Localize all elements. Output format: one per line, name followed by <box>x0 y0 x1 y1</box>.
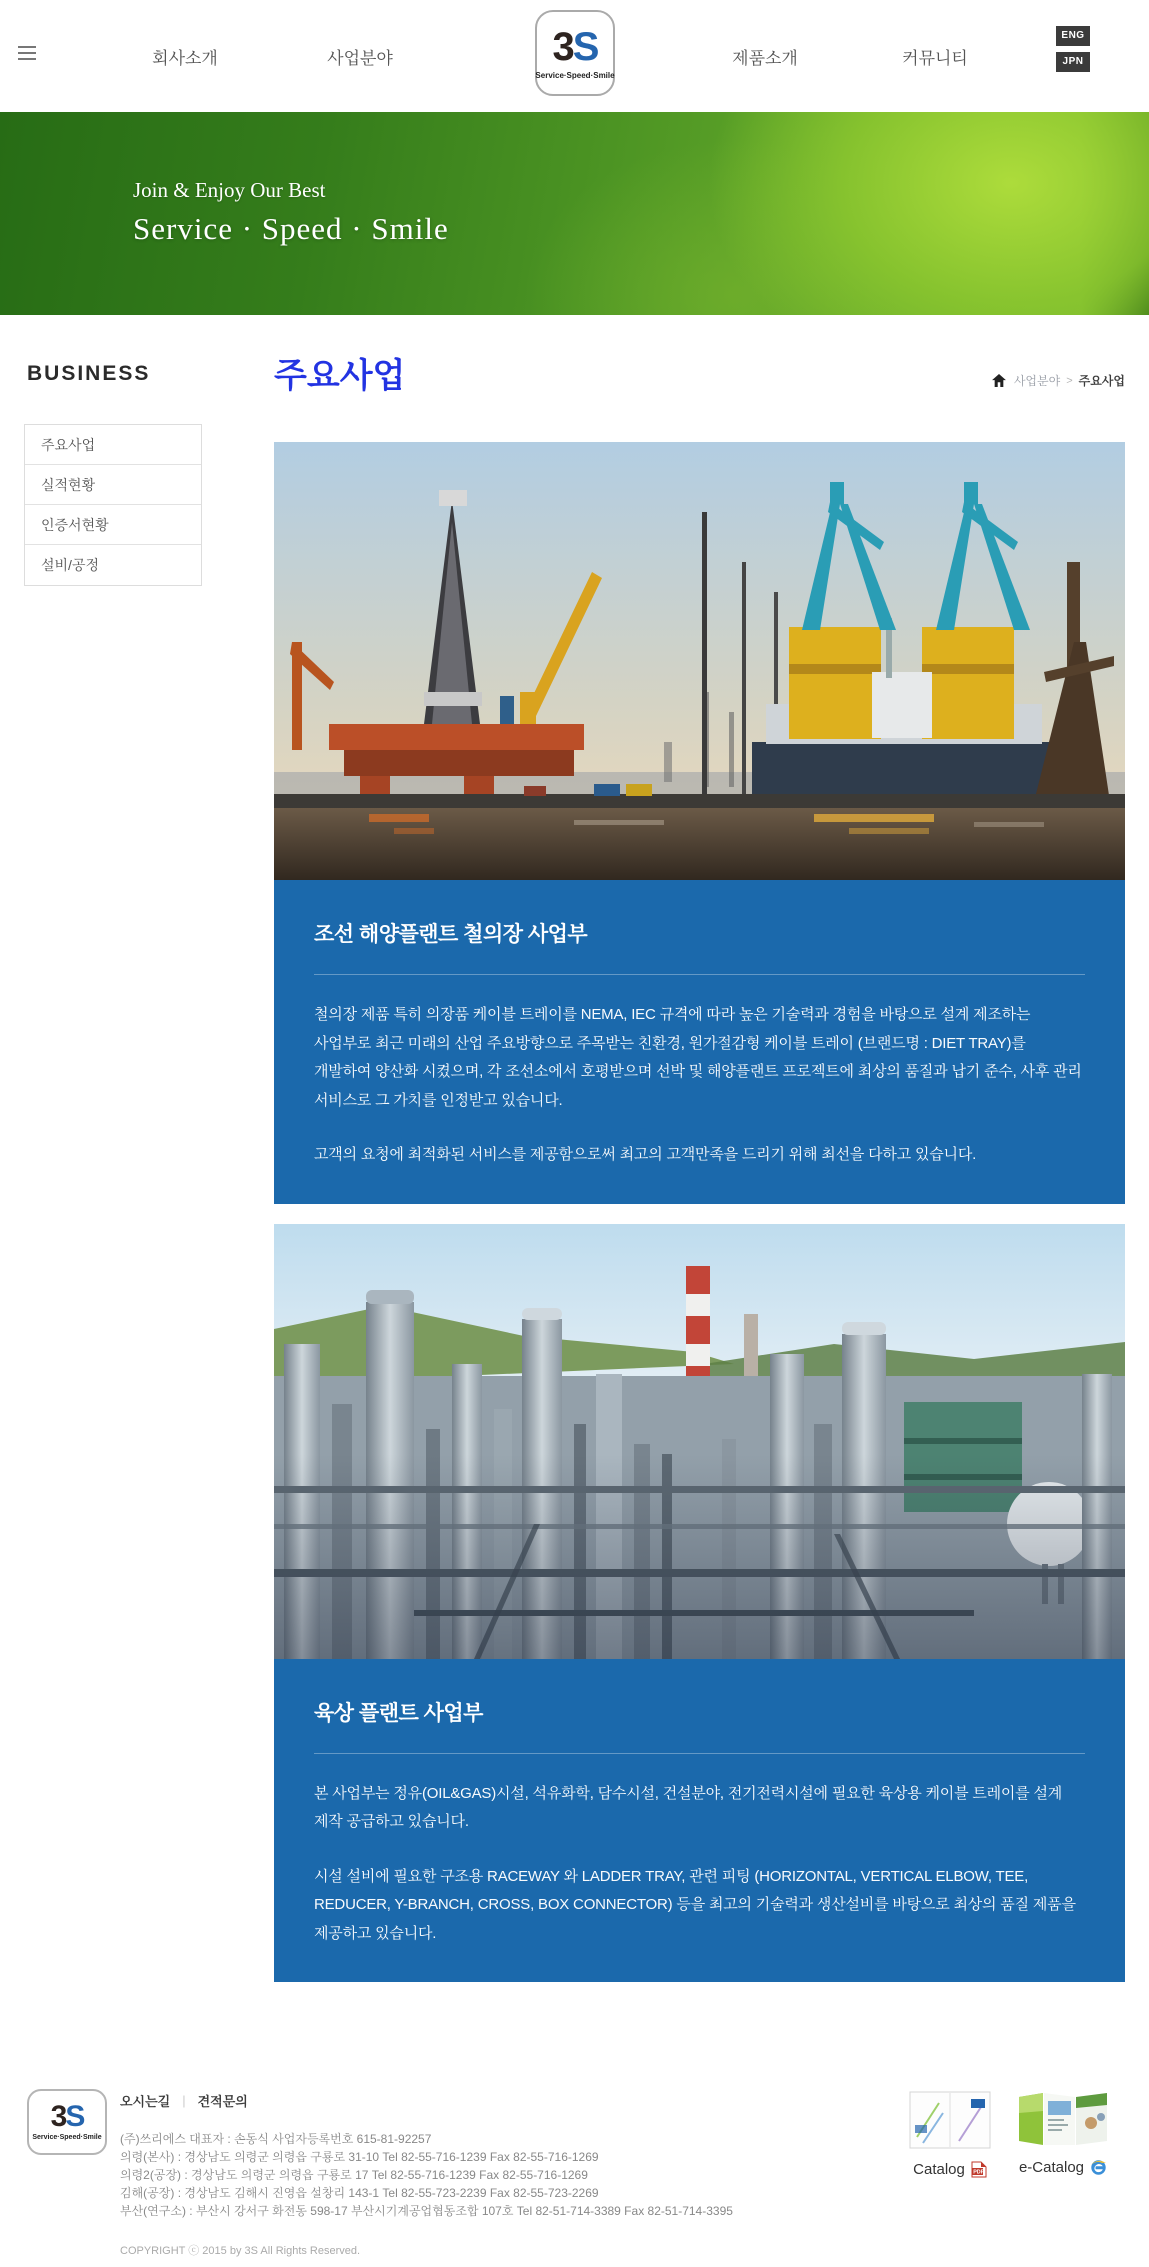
footer-company-line: (주)쓰리에스 대표자 : 손동식 사업자등록번호 615-81-92257 <box>120 2132 432 2146</box>
hamburger-menu-icon[interactable] <box>18 46 36 60</box>
hero-title: Service · Speed · Smile <box>133 211 449 246</box>
footer-address-line: 의령(본사) : 경상남도 의령군 의령읍 구룡로 31-10 Tel 82-55-716-1239 Fax 82-55-716-1269 <box>120 2150 599 2164</box>
logo-mark: 3S <box>50 2100 84 2133</box>
logo-tagline: Service·Speed·Smile <box>535 70 615 80</box>
business-card-onshore <box>274 1224 1125 1983</box>
ecatalog-open[interactable] <box>1017 2091 1109 2178</box>
site-footer <box>0 2027 1149 2264</box>
nav-business-areas[interactable]: 사업분야 <box>327 49 393 68</box>
card-body-offshore <box>274 880 1125 1204</box>
sidebar-title: BUSINESS <box>27 362 151 385</box>
nav-products[interactable]: 제품소개 <box>732 49 798 68</box>
hero-text <box>133 178 449 247</box>
sidebar-item-performance[interactable]: 실적현황 <box>25 465 201 505</box>
sidebar-item-certificates[interactable]: 인증서현황 <box>25 505 201 545</box>
footer-logo[interactable] <box>27 2089 107 2155</box>
content-area <box>0 315 1149 1982</box>
breadcrumb <box>992 372 1125 393</box>
logo-tagline: Service·Speed·Smile <box>32 2134 102 2141</box>
main-column <box>274 315 1125 1982</box>
home-icon[interactable] <box>992 374 1006 387</box>
ecatalog-thumbnail <box>1017 2091 1109 2147</box>
page-title: 주요사업 <box>274 357 406 395</box>
hero-subtitle: Join & Enjoy Our Best <box>133 178 326 202</box>
card-heading-offshore: 조선 해양플랜트 철의장 사업부 <box>314 923 588 946</box>
catalog-download[interactable] <box>909 2091 991 2178</box>
footer-copyright: COPYRIGHT ⓒ 2015 by 3S All Rights Reserved. <box>120 2245 361 2257</box>
card-divider <box>314 1753 1085 1754</box>
site-header <box>0 0 1149 112</box>
footer-catalogs <box>909 2091 1109 2178</box>
nav-company-intro[interactable]: 회사소개 <box>152 49 218 68</box>
footer-link-separator: | <box>182 2093 186 2108</box>
nav-community[interactable]: 커뮤니티 <box>902 49 968 68</box>
pdf-icon <box>971 2161 987 2178</box>
logo-mark: 3S <box>552 24 598 69</box>
breadcrumb-current: 주요사업 <box>1078 374 1125 388</box>
footer-address-line: 김해(공장) : 경상남도 김해시 진영읍 설창리 143-1 Tel 82-55-723-2239 Fax 82-55-723-2269 <box>120 2186 599 2200</box>
catalog-label: Catalog <box>913 2161 965 2178</box>
ie-icon <box>1090 2159 1107 2176</box>
hero-banner <box>0 112 1149 315</box>
footer-link-quote[interactable]: 견적문의 <box>197 2094 248 2109</box>
onshore-plant-photo <box>274 1224 1125 1659</box>
card-paragraph: 철의장 제품 특히 의장품 케이블 트레이를 NEMA, IEC 규격에 따라 높은 기술력과 경험을 바탕으로 설계 제조하는 사업부로 최근 미래의 산업 주요방향으로 주목받는 친환경, 원가절감형 케이블 트레이 (브랜드명 : DIET TRAY)를 개발하여 양산화 시켰으며, 각 조선소에서 호평받으며 선박 및 해양플랜트 프로젝트에 최상의 품질과 납기 준수, 사후 관리 서비스로 그 가치를 인정받고 있습니다. <box>314 1006 1082 1109</box>
sidebar-menu <box>24 424 202 586</box>
ecatalog-label: e-Catalog <box>1018 2159 1085 2176</box>
lang-eng-button[interactable]: ENG <box>1056 26 1090 46</box>
card-paragraph: 시설 설비에 필요한 구조용 RACEWAY 와 LADDER TRAY, 관련 피팅 (HORIZONTAL, VERTICAL ELBOW, TEE, REDUCER, Y-BRANCH, CROSS, BOX CONNECTOR) 등을 최고의 기술력과 생산설비를 바탕으로 최상의 품질 제품을 제공하고 있습니다. <box>314 1867 1076 1942</box>
footer-link-directions[interactable]: 오시는길 <box>120 2094 171 2109</box>
sidebar-item-main-business[interactable]: 주요사업 <box>25 425 201 465</box>
svg-text:PDF: PDF <box>973 2169 984 2176</box>
footer-address-line: 의령2(공장) : 경상남도 의령군 의령읍 구룡로 17 Tel 82-55-716-1239 Fax 82-55-716-1269 <box>120 2168 588 2182</box>
card-divider <box>314 974 1085 975</box>
card-heading-onshore: 육상 플랜트 사업부 <box>314 1701 483 1725</box>
footer-address-line: 부산(연구소) : 부산시 강서구 화전동 598-17 부산시기계공업협동조합 107호 Tel 82-51-714-3389 Fax 82-51-714-3395 <box>120 2204 733 2218</box>
offshore-plant-photo <box>274 442 1125 880</box>
card-paragraph: 본 사업부는 정유(OIL&GAS)시설, 석유화학, 담수시설, 건설분야, 전기전력시설에 필요한 육상용 케이블 트레이를 설계 제작 공급하고 있습니다. <box>314 1784 1063 1830</box>
sidebar <box>27 362 207 586</box>
language-switcher <box>1056 26 1090 78</box>
business-card-offshore <box>274 442 1125 1204</box>
sidebar-item-facility-process[interactable]: 설비/공정 <box>41 557 99 573</box>
breadcrumb-separator: > <box>1066 374 1073 387</box>
lang-jpn-button[interactable]: JPN <box>1056 52 1090 72</box>
catalog-thumbnail <box>909 2091 991 2149</box>
card-paragraph: 고객의 요청에 최적화된 서비스를 제공함으로써 최고의 고객만족을 드리기 위해 최선을 다하고 있습니다. <box>314 1146 977 1163</box>
card-body-onshore <box>274 1659 1125 1983</box>
breadcrumb-business[interactable]: 사업분야 <box>1013 374 1061 388</box>
logo[interactable] <box>535 10 615 96</box>
